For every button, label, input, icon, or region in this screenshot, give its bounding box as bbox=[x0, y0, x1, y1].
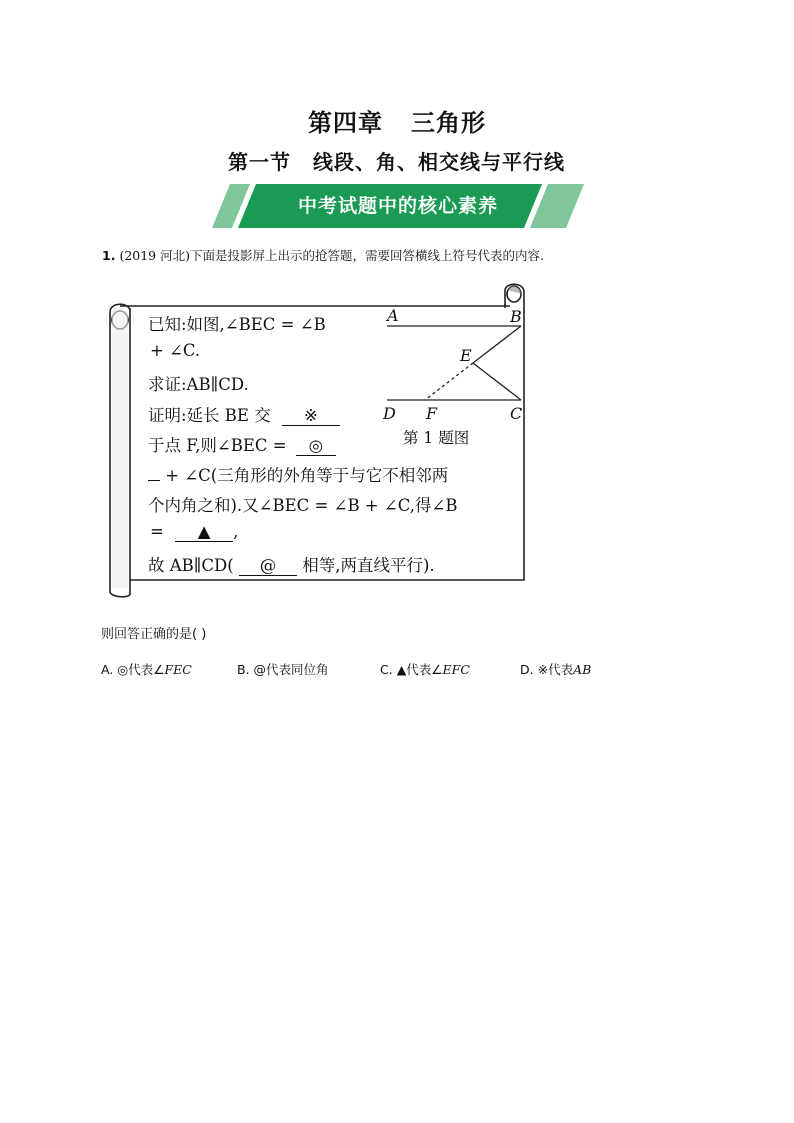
proof-line-6 bbox=[148, 462, 448, 486]
proof-line-7: 个内角之和).又∠BEC = ∠B + ∠C,得∠B bbox=[148, 496, 458, 515]
banner-text: 中考试题中的核心素养 bbox=[297, 195, 498, 217]
chapter-title bbox=[0, 103, 794, 138]
proof-line-4-text: 证明:延长 BE 交 bbox=[148, 406, 271, 425]
proof-line-1: 已知:如图,∠BEC = ∠B bbox=[148, 315, 326, 334]
blank-star: ※ bbox=[282, 407, 340, 426]
option-a[interactable] bbox=[101, 660, 192, 678]
option-c-math: EFC bbox=[442, 662, 470, 677]
label-C: C bbox=[510, 404, 523, 423]
question-text: (2019 河北)下面是投影屏上出示的抢答题，需要回答横线上符号代表的内容. bbox=[119, 248, 544, 263]
option-a-letter: A. bbox=[101, 662, 114, 677]
proof-line-3: 求证:AB∥CD. bbox=[148, 375, 249, 394]
label-F: F bbox=[426, 404, 438, 423]
section-name: 线段、角、相交线与平行线 bbox=[313, 150, 565, 174]
proof-line-2: + ∠C. bbox=[150, 341, 201, 360]
segment-BE bbox=[473, 326, 521, 363]
proof-line-5 bbox=[148, 432, 336, 456]
option-d-letter: D. bbox=[520, 662, 534, 677]
geometry-figure bbox=[385, 300, 525, 410]
proof-line-9-prefix: 故 AB∥CD( bbox=[148, 556, 234, 575]
label-D: D bbox=[383, 404, 396, 423]
chapter-name: 三角形 bbox=[411, 109, 486, 137]
figure-caption: 第 1 题图 bbox=[403, 429, 470, 447]
proof-line-4 bbox=[148, 402, 340, 426]
option-c-letter: C. bbox=[380, 662, 393, 677]
label-B: B bbox=[510, 307, 522, 326]
blank-triangle: ▲ bbox=[175, 523, 233, 542]
answer-prompt: 则回答正确的是( ) bbox=[101, 627, 207, 642]
proof-line-6-text: + ∠C(三角形的外角等于与它不相邻两 bbox=[165, 466, 449, 485]
question-stem bbox=[102, 246, 544, 264]
option-d[interactable] bbox=[520, 660, 591, 678]
option-b-text: @代表同位角 bbox=[253, 662, 329, 677]
option-c-text: ▲代表∠ bbox=[396, 662, 443, 677]
option-c[interactable] bbox=[380, 660, 470, 678]
segment-EC bbox=[473, 363, 521, 400]
extension-EF bbox=[425, 363, 473, 400]
section-number: 第一节 bbox=[228, 150, 291, 174]
proof-line-8-suffix: , bbox=[233, 522, 239, 541]
option-d-text: ※代表 bbox=[537, 662, 574, 677]
proof-line-8 bbox=[150, 522, 238, 542]
option-a-math: FEC bbox=[164, 662, 192, 677]
question-number: 1. bbox=[102, 248, 116, 263]
proof-line-5-text: 于点 F,则∠BEC = bbox=[148, 436, 287, 455]
chapter-number: 第四章 bbox=[308, 109, 383, 137]
blank-circle-continued bbox=[148, 480, 160, 481]
proof-line-8-prefix: = bbox=[150, 522, 164, 541]
proof-line-9-suffix: 相等,两直线平行). bbox=[302, 556, 435, 575]
option-d-math: AB bbox=[573, 662, 592, 677]
blank-circle: ◎ bbox=[296, 437, 336, 456]
option-b-letter: B. bbox=[237, 662, 250, 677]
label-A: A bbox=[387, 306, 399, 325]
section-title bbox=[228, 146, 565, 175]
option-b[interactable] bbox=[237, 660, 329, 678]
blank-at: @ bbox=[239, 557, 297, 576]
proof-line-9 bbox=[148, 552, 435, 576]
label-E: E bbox=[460, 346, 472, 365]
option-a-text: ◎代表∠ bbox=[117, 662, 165, 677]
